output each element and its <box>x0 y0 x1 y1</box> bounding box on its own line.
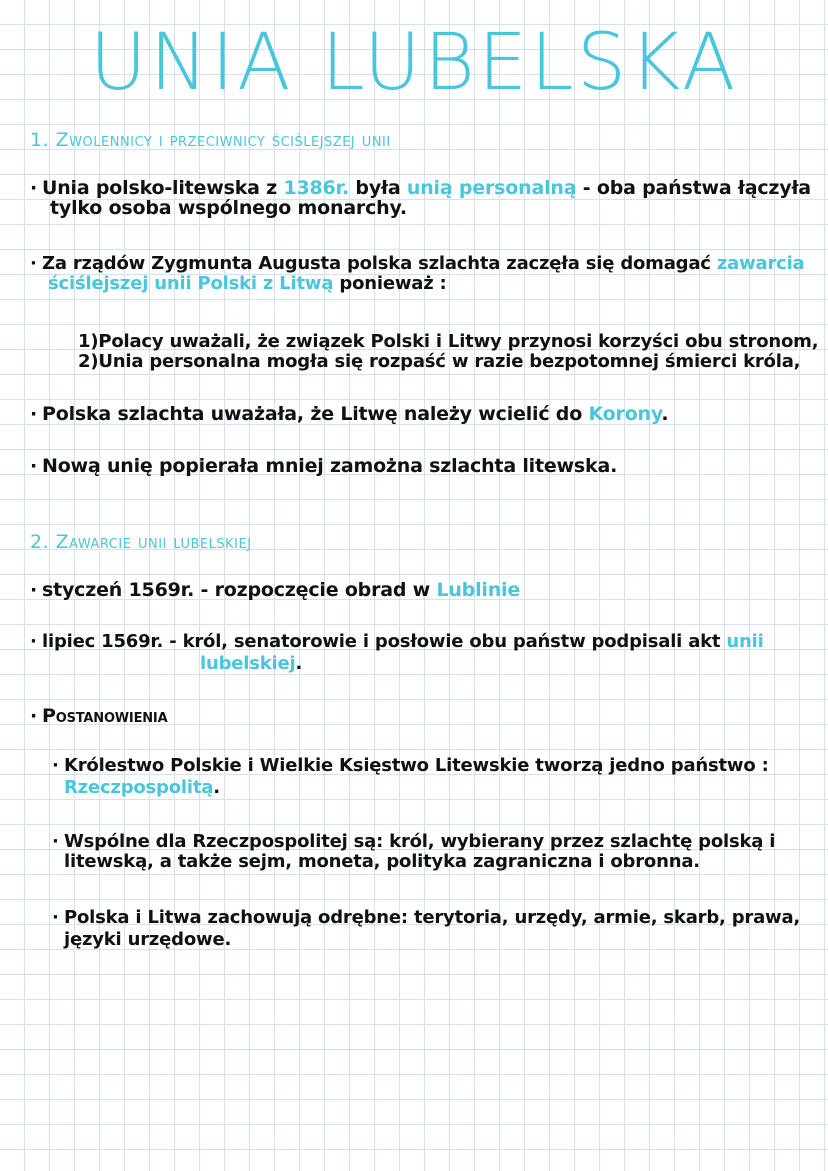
postanowienie-3-line-1: · Polska i Litwa zachowują odrębne: terytoria, urzędy, armie, skarb, prawa, <box>52 907 801 928</box>
highlight-unii: unii <box>726 631 764 652</box>
reason-2: 2)Unia personalna mogła się rozpaść w razie bezpotomnej śmierci króla, <box>78 351 801 372</box>
s2-postanowienia-label: · Postanowienia <box>30 705 168 727</box>
s1-bullet-1-line-2: tylko osoba wspólnego monarchy. <box>50 197 407 219</box>
s1-bullet-2-line-1: · Za rządów Zygmunta Augusta polska szlachta zaczęła się domagać zawarcia <box>30 253 805 274</box>
s2-bullet-2-line-1: · lipiec 1569r. - król, senatorowie i posłowie obu państw podpisali akt unii <box>30 631 764 652</box>
bullet-dot: · <box>52 831 59 852</box>
page-title: UNIA LUBELSKA <box>89 18 739 108</box>
bullet-dot: · <box>30 705 38 727</box>
s1-bullet-3: · Polska szlachta uważała, że Litwę należy wcielić do Korony. <box>30 403 669 425</box>
reason-1: 1)Polacy uważali, że związek Polski i Litwy przynosi korzyści obu stronom, <box>78 331 819 352</box>
s1-bullet-1-line-1: · Unia polsko-litewska z 1386r. była unią personalną - oba państwa łączyła <box>30 177 811 199</box>
highlight-closer-union: ściślejszej unii Polski z Litwą <box>48 273 334 294</box>
highlight-rzeczpospolita: Rzeczpospolitą <box>64 777 214 798</box>
highlight-zawarcia: zawarcia <box>716 253 805 274</box>
highlight-korona: Korony <box>588 403 662 425</box>
highlight-lublin: Lublinie <box>436 579 521 601</box>
bullet-dot: · <box>30 403 38 425</box>
s2-bullet-2-line-2: lubelskiej. <box>200 653 303 674</box>
postanowienie-3-line-2: języki urzędowe. <box>64 929 232 950</box>
bullet-dot: · <box>30 455 38 477</box>
bullet-dot: · <box>30 177 38 199</box>
section-2-heading: 2. Zawarcie unii lubelskiej <box>30 531 252 553</box>
bullet-dot: · <box>52 907 59 928</box>
highlight-personal-union: unią personalną <box>406 177 577 199</box>
bullet-dot: · <box>30 253 37 274</box>
postanowienie-2-line-1: · Wspólne dla Rzeczpospolitej są: król, wybierany przez szlachtę polską i <box>52 831 776 852</box>
postanowienie-1-line-2: Rzeczpospolitą. <box>64 777 220 798</box>
bullet-dot: · <box>52 755 59 776</box>
bullet-dot: · <box>30 579 38 601</box>
section-1-heading: 1. Zwolennicy i przeciwnicy ściślejszej unii <box>30 129 391 151</box>
highlight-year: 1386r. <box>283 177 350 199</box>
postanowienie-2-line-2: litewską, a także sejm, moneta, polityka zagraniczna i obronna. <box>64 851 700 872</box>
highlight-lubelskiej: lubelskiej <box>200 653 296 674</box>
postanowienie-1-line-1: · Królestwo Polskie i Wielkie Księstwo Litewskie tworzą jedno państwo : <box>52 755 769 776</box>
s2-bullet-1: · styczeń 1569r. - rozpoczęcie obrad w Lublinie <box>30 579 521 601</box>
s1-bullet-2-line-2: ściślejszej unii Polski z Litwą ponieważ : <box>48 273 447 294</box>
s1-bullet-4: · Nową unię popierała mniej zamożna szlachta litewska. <box>30 455 618 477</box>
bullet-dot: · <box>30 631 37 652</box>
